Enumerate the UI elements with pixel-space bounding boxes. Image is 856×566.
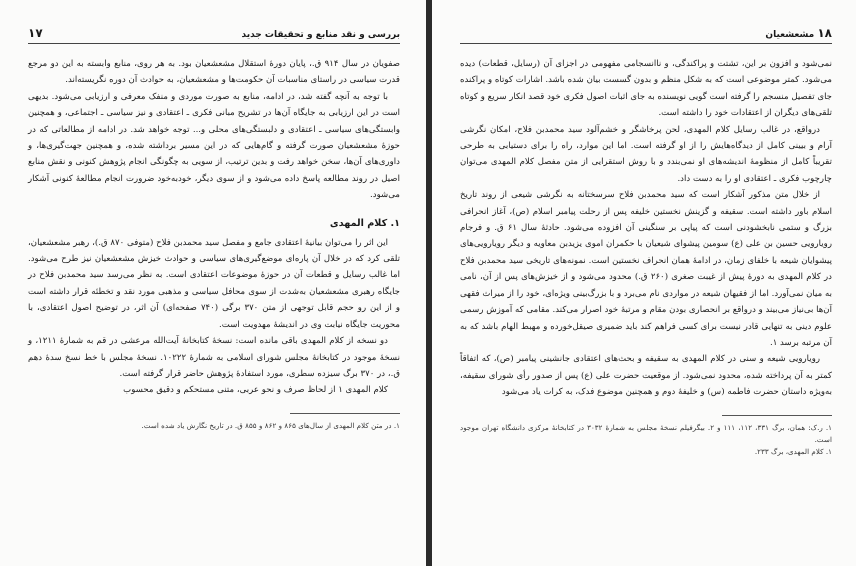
left-paragraph-two: با توجه به آنچه گفته شد، در ادامه، منابع به صورت موردی و منفک معرفی و ارزیابی می‌شود. بدیهی است در این ارزیابی به جایگاه آن‌ها در تشریح مبانی فکری ـ اعتقادی و نیز سیاسی ـ اجتماعی، و همچنین وابستگی‌های سیاسی ـ اعتقادی و دلبستگی‌های محلی و... توجه خواهد شد. در ادامه از مطالعاتی که در حوزهٔ مشعشعیان صورت گرفته و گام‌هایی که در این مسیر برداشته شده، و همچنین جهت‌گیری‌ها، و داوری‌های آن‌ها، سخن خواهد رفت و بدین ترتیب، از سویی به چگونگی انجام پژوهش کنونی و نقش منابع اصیل در روند مطالعه پاسخ داده می‌شود و از سوی دیگر، خودبه‌خود ضرورت انجام مطالعهٔ کنونی آشکار می‌شود. — [28, 91, 400, 201]
right-page — [432, 0, 856, 566]
right-page-number: ۱۸ — [817, 26, 832, 40]
left-footnote: ۱. در متن کلام المهدی از سال‌های ۸۶۵ و ۸۶۲ و ۸۵۵ ق. در تاریخ نگارش یاد شده است. — [141, 420, 400, 430]
right-footnote-two: ۱. کلام المهدی، برگ ۲۳۳. — [754, 446, 832, 456]
left-intro-paragraph: صفویان در سال ۹۱۴ ق.، پایان دورهٔ استقلال مشعشعیان بود. به هر روی، منابع وابسته به این دو مرجع قدرت سیاسی در راستای مناسبات آن حکومت‌ها و مشعشعیان، به حوادث آن دوره نگریسته‌اند. — [28, 59, 400, 86]
left-page-number: ۱۷ — [28, 26, 43, 40]
left-page — [0, 0, 426, 566]
left-paragraph-five: کلام المهدی ۱ از لحاظ صرف و نحو عربی، متنی مستحکم و دقیق محسوب — [123, 385, 388, 396]
right-paragraph-one: نمی‌شود و افزون بر این، تشتت و پراکندگی، و ناانسجامی مفهومی در اجزای آن (رسایل، قطعات) دیده می‌شود. کمتر موضوعی است که به شکل منظم و بدون گسست بیان شده باشد. اشارات کوتاه و پراکنده جای تفصیل منسجم را گرفته است گویی نویسنده به جای اثبات اصول فکری خود قصد انکار سریع و کوتاه تلقی‌های دیگران از اعتقادات خود را داشته است. — [459, 59, 832, 119]
left-paragraph-four: دو نسخه از کلام المهدی باقی مانده است: نسخهٔ کتابخانهٔ آیت‌الله مرعشی در قم به شمارهٔ ۱۲۱۱، و نسخهٔ موجود در کتابخانهٔ مجلس شورای اسلامی به شمارهٔ ۱۰۲۲۲. نسخهٔ مجلس با خط نسخ سدهٔ دهم ق.، در ۳۷۰ برگ سیزده سطری، مورد استفادهٔ پژوهش حاضر قرار گرفته است. — [28, 336, 400, 379]
left-running-title: بررسی و نقد منابع و تحقیقات جدید — [241, 30, 400, 40]
right-running-title: مشعشعیان — [765, 30, 815, 40]
right-page-header — [460, 26, 832, 44]
right-footnote-one: ۱. ر.ک: همان، برگ ۳۳۱، ۱۱۲، ۱۱۱ و ۲. بیگرفیلم نسخهٔ مجلس به شمارهٔ ۳۰۳۲ در کتابخانهٔ مرکزی دانشگاه تهران موجود است. — [460, 422, 833, 444]
right-footnote-divider — [722, 415, 832, 416]
right-running-title-group — [765, 26, 832, 40]
right-paragraph-four: رویارویی شیعه و سنی در کلام المهدی به سقیفه و بحث‌های اعتقادی جانشینی پیامبر (ص)، که اتفاقاً کمتر به آن پرداخته شده، محدود نمی‌شود. از موقعیت حضرت علی (ع) پس از صدور رأی شورای سقیفه، به‌ویژه داستان حضرت فاطمه (س) و خلیفهٔ دوم و همچنین موضوع فدک، به کرات یاد می‌شود — [460, 354, 832, 398]
left-page-header — [28, 26, 400, 44]
right-paragraph-three: از خلال متن مذکور آشکار است که سید محمدبن فلاح سرسختانه به نگرشی شیعی از روند تاریخ اسلام باور داشته است. سقیفه و گزینش نخستین خلیفه پس از رحلت پیامبر اسلام (ص)، آغاز انحرافی بزرگ و ستمی نابخشودنی است که پیاپی بر سنگینی آن افزوده می‌شود. حادثهٔ سال ۶۱ ق. و فرجام رویارویی حسین بن علی (ع) سومین پیشوای شیعیان با حکمران اموی یزیدبن معاویه و دیگر رویارویی‌های پیشوایان شیعه با خلفای زمان، در ادامهٔ همان انحراف نخستین است. نمونه‌های تاریخی سید محمدبن فلاح در کلام المهدی به دورهٔ پیش از غیبت صغری (۲۶۰ ق.) محدود می‌شود و از خیزش‌های پس از آن، نامی به میان نمی‌آورد. اما از فقیهان شیعه در مواردی نام می‌برد و با بزرگ‌بینی ویژه‌ای، خود را از میراث فقهی آن‌ها بی‌نیاز می‌بیند و درواقع بر انحصاری بودن مقام و مرتبهٔ خود اصرار می‌کند. مقامی که آموزش رسمی علوم دینی به تنهایی قادر نیست برای کسی فراهم کند باید ضمیری صیقل‌خورده و مهبط الهام باشد که به آن مرتبه برسد ۱. — [460, 190, 832, 348]
right-paragraph-two: درواقع، در غالب رسایل کلام المهدی، لحن پرخاشگر و خشم‌آلود سید محمدبن فلاح، امکان نگرشی آرام و بیینی کامل از دیدگاه‌هایش را از او گرفته است. اما این موارد، راه را برای دستیابی به طرحی تقریباً کامل از منظومهٔ اندیشه‌های او نمی‌بندد و با روش استقرایی از متن مفصل کلام المهدی می‌توان چارچوب فکری ـ اعتقادی او را به دست داد. — [460, 124, 832, 184]
left-footnote-divider — [290, 413, 400, 414]
left-paragraph-three: این اثر را می‌توان بیانیهٔ اعتقادی جامع و مفصل سید محمدبن فلاح (متوفی ۸۷۰ ق.)، رهبر مشعشعیان، تلقی کرد که در خلال آن پاره‌ای موضع‌گیری‌های سیاسی و حوادث خیزش مشعشعیان نیز طرح می‌شود. اما غالب رسایل و قطعات آن در حوزهٔ موضوعات اعتقادی است. به نظر می‌رسد سید محمدبن فلاح در جایگاه رهبری مشعشعیان به‌شدت از سوی محافل سیاسی و مذهبی مورد نقد و تخطئه قرار داشته است و از این رو حجم قابل توجهی از متن ۳۷۰ برگی (۷۴۰ صفحه‌ای) آن اثر، در توضیح اصول اعتقادی، با محوریت جایگاه نیابت وی در اندیشهٔ مهدویت است. — [28, 237, 400, 330]
section-title-kalam-al-mahdi: ۱. کلام المهدی — [329, 217, 400, 229]
